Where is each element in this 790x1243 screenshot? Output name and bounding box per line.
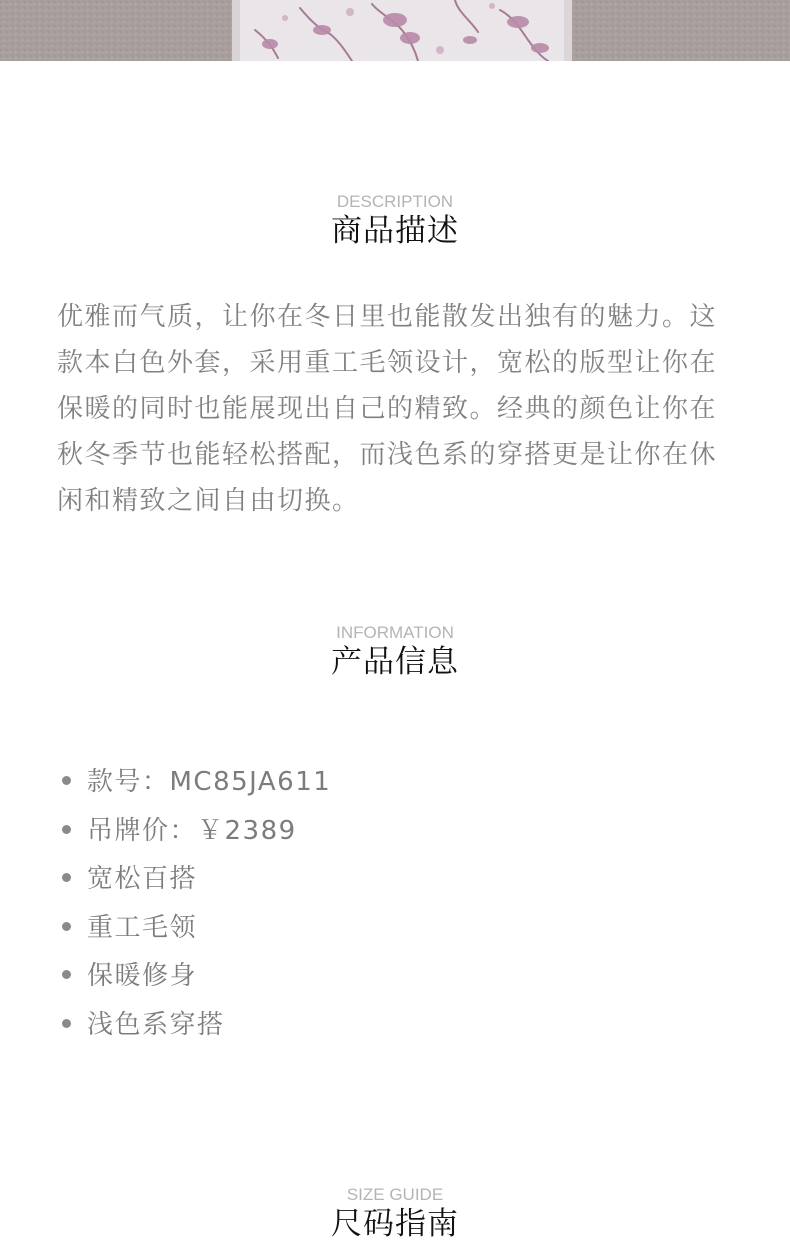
description-eyebrow: DESCRIPTION xyxy=(336,192,454,211)
bullet-icon xyxy=(62,1019,71,1028)
description-text: 优雅而气质，让你在冬日里也能散发出独有的魅力。这款本白色外套，采用重工毛领设计，宽松的版型让你在保暖的同时也能展现出自己的精致。经典的颜色让你在秋冬季节也能轻松搭配，而浅色系的穿搭更是让你在休闲和精致之间自由切换。 xyxy=(57,302,718,516)
size-guide-title: 尺码指南 xyxy=(331,1206,459,1242)
floral-fabric-photo xyxy=(0,0,790,61)
bullet-icon xyxy=(62,825,71,834)
information-eyebrow: INFORMATION xyxy=(336,623,454,642)
info-item: 重工毛领 xyxy=(60,906,331,955)
description-title: 商品描述 xyxy=(331,213,459,249)
description-header xyxy=(0,193,790,249)
bullet-icon xyxy=(62,776,71,785)
bullet-icon xyxy=(62,970,71,979)
product-info-list xyxy=(60,760,331,1051)
info-item: 浅色系穿搭 xyxy=(60,1003,331,1052)
info-item-style-number: 款号：MC85JA611 xyxy=(60,760,331,809)
information-title: 产品信息 xyxy=(331,644,459,680)
bullet-icon xyxy=(62,873,71,882)
info-item-tag-price: 吊牌价：￥2389 xyxy=(60,809,331,858)
info-item: 宽松百搭 xyxy=(60,857,331,906)
size-guide-header xyxy=(0,1186,790,1242)
size-guide-eyebrow: SIZE GUIDE xyxy=(346,1185,444,1204)
info-item: 保暖修身 xyxy=(60,954,331,1003)
information-header xyxy=(0,624,790,680)
product-photo-strip xyxy=(0,0,790,61)
bullet-icon xyxy=(62,922,71,931)
